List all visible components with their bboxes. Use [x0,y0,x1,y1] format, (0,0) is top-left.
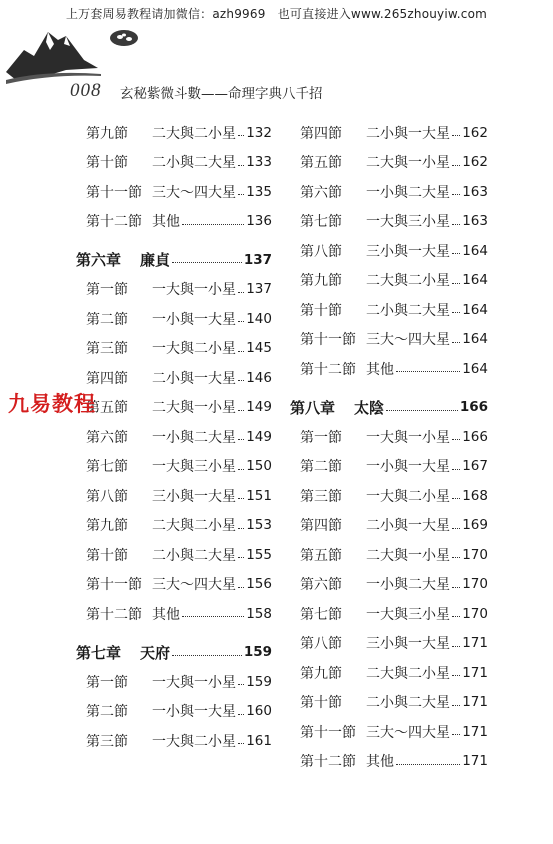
page-ref: 140 [246,310,272,327]
page-ref: 164 [462,331,488,348]
section-number: 第十節 [86,155,128,172]
dot-leader [238,165,244,166]
toc-left-column [76,118,272,756]
section-number: 第十一節 [300,724,356,741]
section-title: 二大與一小星 [366,155,450,172]
section-number: 第五節 [300,547,342,564]
toc-section-row [76,570,272,600]
toc-section-row [290,266,488,296]
section-number: 第八節 [86,488,128,505]
mountain-logo [6,10,176,90]
page-ref: 153 [246,517,272,534]
toc-section-row [290,599,488,629]
dot-leader [396,371,460,372]
dot-leader [238,410,244,411]
section-title: 一小與二大星 [152,429,236,446]
page-ref: 161 [246,732,272,749]
dot-leader [452,194,460,195]
section-number: 第七節 [300,214,342,231]
section-number: 第九節 [300,273,342,290]
toc-section-row [76,148,272,178]
toc-right-column [290,118,488,776]
page-ref: 170 [462,605,488,622]
section-title: 其他 [366,361,394,378]
dot-leader [452,312,460,313]
dot-leader [386,410,458,411]
section-number: 第十二節 [300,361,356,378]
toc-section-row [290,236,488,266]
section-title: 三大～四大星 [152,577,236,594]
dot-leader [452,646,460,647]
dot-leader [452,528,460,529]
chapter-title: 天府 [140,643,171,662]
section-number: 第八節 [300,243,342,260]
dot-leader [238,380,244,381]
section-title: 三小與一大星 [366,636,450,653]
dot-leader [452,498,460,499]
dot-leader [172,262,242,263]
dot-leader [238,135,244,136]
toc-section-row [290,354,488,384]
section-number: 第九節 [86,125,128,142]
page-ref: 133 [246,154,272,171]
section-title: 二大與一小星 [366,547,450,564]
dot-leader [452,224,460,225]
toc-section-row [76,667,272,697]
dot-leader [238,528,244,529]
toc-section-row [290,177,488,207]
section-title: 一大與二小星 [366,488,450,505]
page-ref: 171 [462,694,488,711]
section-title: 一大與二小星 [152,341,236,358]
page-ref: 169 [462,517,488,534]
section-number: 第五節 [86,400,128,417]
section-number: 第二節 [86,704,128,721]
section-title: 一小與一大星 [152,704,236,721]
page-ref: 164 [462,272,488,289]
toc-section-row [76,452,272,482]
section-title: 二大與二小星 [152,518,236,535]
dot-leader [238,587,244,588]
toc-chapter-row [290,393,488,423]
section-title: 二小與二大星 [366,302,450,319]
toc-section-row [290,747,488,777]
section-title: 二大與一小星 [152,400,236,417]
section-number: 第八節 [300,636,342,653]
dot-leader [452,135,460,136]
page-ref: 156 [246,576,272,593]
section-number: 第六節 [86,429,128,446]
section-number: 第一節 [86,674,128,691]
toc-section-row [290,658,488,688]
section-number: 第十一節 [86,184,142,201]
page-ref: 162 [462,154,488,171]
section-title: 二小與二大星 [366,695,450,712]
section-title: 一大與一小星 [152,674,236,691]
dot-leader [182,224,244,225]
chapter-number: 第八章 [290,398,336,417]
page-ref: 146 [246,369,272,386]
toc-section-row [76,481,272,511]
dot-leader [238,194,244,195]
dot-leader [238,351,244,352]
section-title: 二小與一大星 [366,518,450,535]
page-ref: 135 [246,183,272,200]
toc-section-row [290,325,488,355]
section-title: 二小與一大星 [366,125,450,142]
dot-leader [452,557,460,558]
toc-section-row [76,599,272,629]
dot-leader [238,469,244,470]
section-title: 其他 [366,754,394,771]
section-number: 第三節 [86,733,128,750]
section-title: 二大與二小星 [366,665,450,682]
section-title: 一小與一大星 [366,459,450,476]
dot-leader [238,498,244,499]
page-ref: 170 [462,546,488,563]
dot-leader [238,321,244,322]
section-number: 第十節 [300,302,342,319]
section-number: 第十二節 [86,214,142,231]
page-ref: 164 [462,360,488,377]
page-ref: 137 [243,251,272,268]
toc-section-row [76,393,272,423]
section-title: 二小與二大星 [152,155,236,172]
section-number: 第二節 [300,459,342,476]
page-ref: 159 [243,644,272,661]
section-title: 一大與二小星 [152,733,236,750]
page-ref: 170 [462,576,488,593]
section-title: 其他 [152,214,180,231]
section-number: 第十二節 [300,754,356,771]
toc-section-row [290,452,488,482]
chapter-number: 第六章 [76,251,122,270]
dot-leader [452,439,460,440]
section-number: 第七節 [300,606,342,623]
page-ref: 171 [462,753,488,770]
section-number: 第二節 [86,311,128,328]
stamp-watermark: 九易教程 [8,392,96,416]
page-ref: 145 [246,340,272,357]
section-number: 第七節 [86,459,128,476]
section-title: 一大與一小星 [152,282,236,299]
section-number: 第十一節 [300,332,356,349]
page-ref: 149 [246,428,272,445]
dot-leader [238,684,244,685]
dot-leader [452,705,460,706]
section-title: 三小與一大星 [152,488,236,505]
page-ref: 171 [462,723,488,740]
section-title: 一大與一小星 [366,429,450,446]
section-number: 第十節 [300,695,342,712]
page-ref: 163 [462,213,488,230]
section-title: 二小與一大星 [152,370,236,387]
section-number: 第一節 [300,429,342,446]
section-number: 第九節 [86,518,128,535]
page-number: 008 [70,80,102,101]
page-ref: 171 [462,635,488,652]
page-ref: 162 [462,124,488,141]
section-number: 第一節 [86,282,128,299]
toc-section-row [76,363,272,393]
section-number: 第十二節 [86,606,142,623]
toc-chapter-row [76,245,272,275]
dot-leader [238,557,244,558]
page-ref: 166 [459,399,488,416]
section-title: 三大～四大星 [152,184,236,201]
section-number: 第三節 [86,341,128,358]
toc-chapter-row [76,638,272,668]
watermark-text: 上万套周易教程请加微信：azh9969 也可直接进入www.265zhouyiw.com [65,7,488,21]
toc-section-row [76,118,272,148]
dot-leader [238,743,244,744]
section-number: 第十一節 [86,577,142,594]
section-number: 第五節 [300,155,342,172]
page-ref: 167 [462,458,488,475]
section-title: 三大～四大星 [366,724,450,741]
dot-leader [452,616,460,617]
page-ref: 164 [462,301,488,318]
toc-section-row [290,511,488,541]
section-number: 第六節 [300,577,342,594]
toc-section-row [290,688,488,718]
dot-leader [452,165,460,166]
page-ref: 137 [246,281,272,298]
toc-section-row [76,697,272,727]
page-ref: 151 [246,487,272,504]
page-ref: 166 [462,428,488,445]
section-title: 三小與一大星 [366,243,450,260]
page-ref: 132 [246,124,272,141]
page-ref: 168 [462,487,488,504]
toc-section-row [290,570,488,600]
toc-section-row [76,177,272,207]
toc-section-row [290,207,488,237]
toc-section-row [290,118,488,148]
page-ref: 159 [246,673,272,690]
section-title: 二小與二大星 [152,547,236,564]
section-number: 第三節 [300,488,342,505]
section-number: 第四節 [300,518,342,535]
page-ref: 163 [462,183,488,200]
toc-section-row [76,304,272,334]
page-ref: 136 [246,213,272,230]
toc-section-row [290,717,488,747]
page-ref: 150 [246,458,272,475]
section-title: 一小與二大星 [366,577,450,594]
book-title: 玄秘紫微斗數——命理字典八千招 [120,86,323,102]
page-ref: 160 [246,703,272,720]
toc-section-row [76,275,272,305]
dot-leader [238,292,244,293]
chapter-number: 第七章 [76,643,122,662]
toc-section-row [290,481,488,511]
page-ref: 158 [246,605,272,622]
section-title: 其他 [152,606,180,623]
dot-leader [452,253,460,254]
section-number: 第六節 [300,184,342,201]
section-title: 一大與三小星 [152,459,236,476]
section-title: 一小與二大星 [366,184,450,201]
toc-section-row [76,422,272,452]
chapter-title: 廉貞 [140,251,171,270]
dot-leader [172,655,242,656]
dot-leader [452,283,460,284]
toc-section-row [76,540,272,570]
toc-section-row [290,540,488,570]
section-title: 一小與一大星 [152,311,236,328]
dot-leader [238,714,244,715]
toc-section-row [76,207,272,237]
section-title: 三大～四大星 [366,332,450,349]
section-number: 第九節 [300,665,342,682]
toc-section-row [290,629,488,659]
section-title: 二大與二小星 [366,273,450,290]
toc-section-row [290,422,488,452]
page-ref: 155 [246,546,272,563]
dot-leader [182,616,244,617]
section-number: 第十節 [86,547,128,564]
toc-section-row [290,148,488,178]
page-ref: 171 [462,664,488,681]
toc-section-row [290,295,488,325]
dot-leader [396,764,460,765]
section-title: 一大與三小星 [366,214,450,231]
section-number: 第四節 [300,125,342,142]
dot-leader [452,587,460,588]
dot-leader [452,469,460,470]
section-title: 二大與二小星 [152,125,236,142]
toc-section-row [76,726,272,756]
dot-leader [452,734,460,735]
section-number: 第四節 [86,370,128,387]
toc-section-row [76,511,272,541]
chapter-title: 太陰 [354,398,385,417]
dot-leader [452,342,460,343]
dot-leader [452,675,460,676]
section-title: 一大與三小星 [366,606,450,623]
page-ref: 149 [246,399,272,416]
page-ref: 164 [462,242,488,259]
dot-leader [238,439,244,440]
toc-section-row [76,334,272,364]
